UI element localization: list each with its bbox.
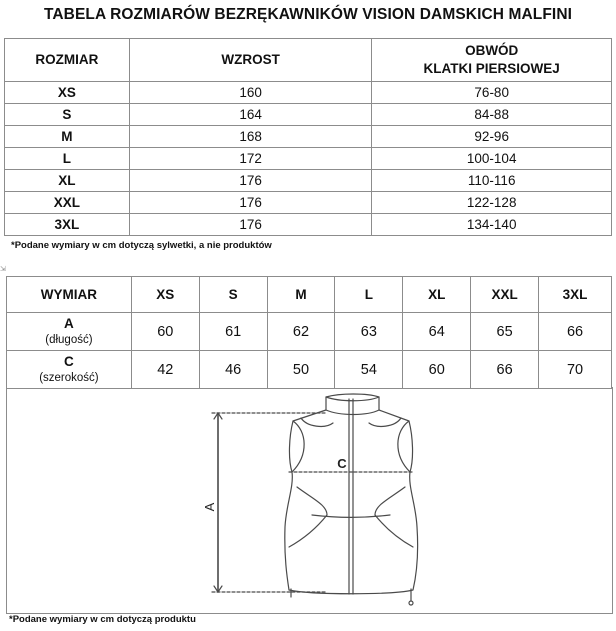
size-cell: M (5, 126, 130, 148)
dimension-a-line (212, 413, 327, 592)
table-row (5, 214, 612, 236)
header-size-3xl: 3XL (539, 277, 612, 313)
header-size-l: L (335, 277, 403, 313)
value-cell: 61 (199, 313, 267, 351)
table-row (5, 104, 612, 126)
header-size-xl: XL (403, 277, 471, 313)
header-dimension: WYMIAR (7, 277, 132, 313)
size-cell: 3XL (5, 214, 130, 236)
size-cell: XL (5, 170, 130, 192)
table-row (5, 148, 612, 170)
chest-cell: 92-96 (372, 126, 612, 148)
height-cell: 168 (129, 126, 372, 148)
header-height: WZROST (129, 39, 372, 82)
value-cell: 62 (267, 313, 335, 351)
value-cell: 60 (131, 313, 199, 351)
value-cell: 60 (403, 351, 471, 389)
value-cell: 64 (403, 313, 471, 351)
value-cell: 63 (335, 313, 403, 351)
header-size-xs: XS (131, 277, 199, 313)
height-cell: 164 (129, 104, 372, 126)
page-title: TABELA ROZMIARÓW BEZRĘKAWNIKÓW VISION DAMSKICH MALFINI (43, 6, 573, 23)
height-cell: 176 (129, 192, 372, 214)
header-size-xxl: XXL (471, 277, 539, 313)
product-table-note: *Podane wymiary w cm dotyczą produktu (9, 614, 196, 625)
chest-cell: 84-88 (372, 104, 612, 126)
height-cell: 176 (129, 214, 372, 236)
label-c: C (337, 456, 347, 471)
size-cell: XS (5, 82, 130, 104)
value-cell: 50 (267, 351, 335, 389)
label-a: A (202, 502, 217, 512)
height-cell: 176 (129, 170, 372, 192)
value-cell: 66 (539, 313, 612, 351)
value-cell: 70 (539, 351, 612, 389)
value-cell: 42 (131, 351, 199, 389)
dimension-label-c (7, 351, 132, 389)
header-size-m: M (267, 277, 335, 313)
vest-outline (285, 394, 418, 605)
body-size-table (4, 38, 612, 236)
value-cell: 54 (335, 351, 403, 389)
size-cell: L (5, 148, 130, 170)
table-row (5, 126, 612, 148)
body-table-note: *Podane wymiary w cm dotyczą sylwetki, a nie produktów (11, 240, 272, 251)
chest-cell: 122-128 (372, 192, 612, 214)
chest-cell: 134-140 (372, 214, 612, 236)
product-size-table (6, 276, 612, 389)
dimension-code: A (64, 315, 74, 331)
size-cell: XXL (5, 192, 130, 214)
table-row (7, 313, 612, 351)
header-chest-line1: OBWÓD (465, 43, 519, 58)
height-cell: 160 (129, 82, 372, 104)
value-cell: 65 (471, 313, 539, 351)
size-cell: S (5, 104, 130, 126)
dimension-name: (długość) (45, 333, 93, 346)
table-row (5, 192, 612, 214)
value-cell: 46 (199, 351, 267, 389)
vest-diagram-frame (6, 387, 613, 614)
vest-diagram (7, 387, 612, 613)
header-size-s: S (199, 277, 267, 313)
table-row (5, 82, 612, 104)
header-size: ROZMIAR (5, 39, 130, 82)
dimension-code: C (64, 353, 74, 369)
header-chest-line2: KLATKI PIERSIOWEJ (423, 61, 560, 76)
product-table-header-row (7, 277, 612, 313)
header-chest (372, 39, 612, 82)
dimension-name: (szerokość) (39, 371, 99, 384)
dimension-label-a (7, 313, 132, 351)
table-row (7, 351, 612, 389)
chest-cell: 110-116 (372, 170, 612, 192)
chest-cell: 100-104 (372, 148, 612, 170)
anchor-icon: ⇲ (0, 266, 6, 273)
chest-cell: 76-80 (372, 82, 612, 104)
height-cell: 172 (129, 148, 372, 170)
table-row (5, 170, 612, 192)
value-cell: 66 (471, 351, 539, 389)
body-table-header-row (5, 39, 612, 82)
